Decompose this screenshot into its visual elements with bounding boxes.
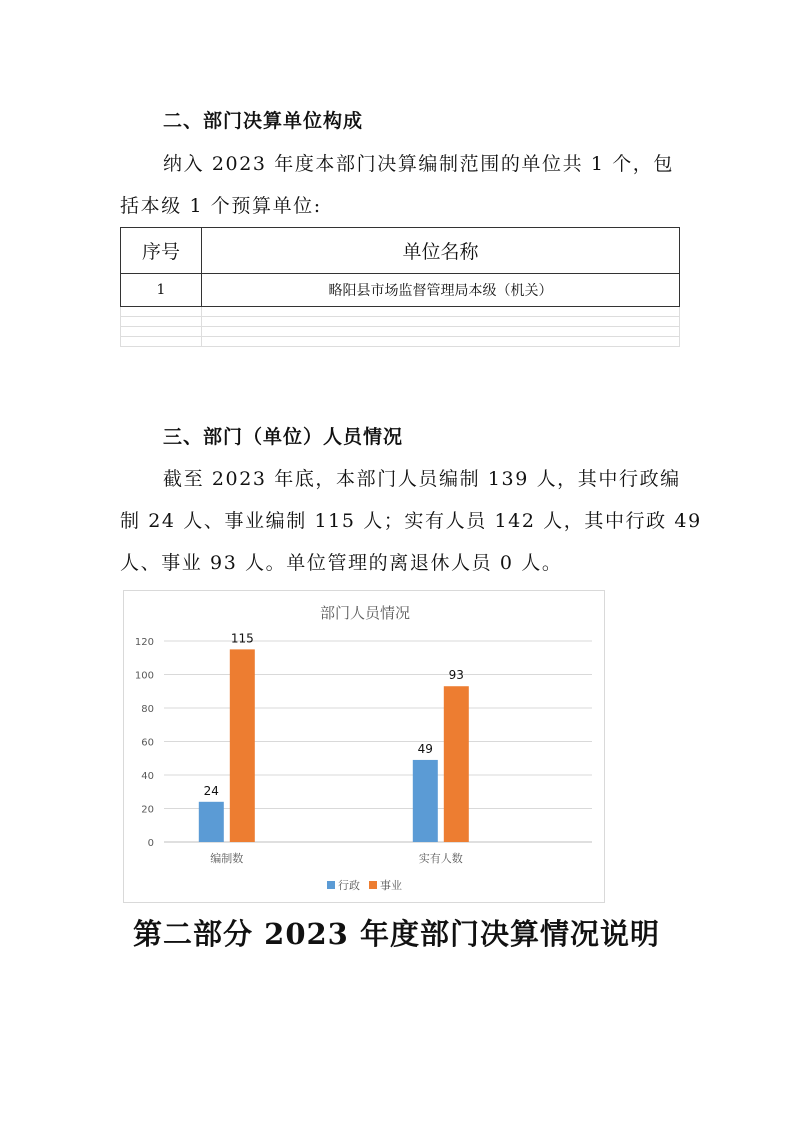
- x-category-label: 编制数: [210, 852, 244, 865]
- units-table-header-row: [121, 228, 680, 274]
- header-unit-name: 单位名称: [202, 228, 680, 274]
- staff-chart-svg: [124, 591, 606, 904]
- legend-label: 事业: [380, 879, 402, 892]
- empty-row: [121, 327, 680, 337]
- x-category-label: 实有人数: [418, 852, 463, 865]
- y-tick-label: 40: [141, 771, 154, 782]
- cell-unit-name: 略阳县市场监督管理局本级（机关）: [202, 274, 680, 307]
- part-title: 第二部分 2023 年度部门决算情况说明: [133, 917, 660, 951]
- paragraph-unit-scope-line2: 括本级 1 个预算单位:: [120, 195, 322, 217]
- section-heading-staff: 三、部门（单位）人员情况: [163, 426, 404, 448]
- bar-事业-实有人数: [444, 686, 469, 842]
- y-tick-label: 120: [134, 637, 154, 648]
- staff-chart: [123, 590, 605, 903]
- paragraph-unit-scope-line1: 纳入 2023 年度本部门决算编制范围的单位共 1 个，包: [163, 153, 675, 175]
- paragraph-staff-line2: 制 24 人、事业编制 115 人；实有人员 142 人，其中行政 49: [120, 510, 702, 532]
- paragraph-staff-line3: 人、事业 93 人。单位管理的离退休人员 0 人。: [120, 552, 563, 574]
- data-label: 115: [230, 631, 254, 646]
- y-tick-label: 100: [134, 670, 154, 682]
- y-tick-label: 60: [141, 737, 154, 749]
- bar-行政-编制数: [199, 802, 224, 842]
- cell-index: 1: [121, 274, 202, 307]
- table-row: [121, 274, 680, 307]
- data-label: 24: [203, 783, 219, 798]
- empty-row: [121, 307, 680, 317]
- empty-row: [121, 337, 680, 347]
- empty-row: [121, 317, 680, 327]
- bar-行政-实有人数: [413, 760, 438, 842]
- chart-title: 部门人员情况: [319, 604, 411, 622]
- y-tick-label: 0: [147, 838, 154, 849]
- bar-事业-编制数: [230, 649, 255, 842]
- legend-swatch-行政: [327, 881, 335, 889]
- data-label: 93: [448, 668, 464, 683]
- legend-swatch-事业: [369, 881, 377, 889]
- section-heading-unit-composition: 二、部门决算单位构成: [163, 110, 364, 132]
- units-table: [120, 227, 680, 347]
- legend-label: 行政: [338, 879, 360, 892]
- y-tick-label: 20: [141, 804, 154, 816]
- y-tick-label: 80: [141, 704, 154, 715]
- header-index: 序号: [121, 228, 202, 274]
- data-label: 49: [417, 741, 433, 756]
- paragraph-staff-line1: 截至 2023 年底，本部门人员编制 139 人，其中行政编: [163, 468, 681, 490]
